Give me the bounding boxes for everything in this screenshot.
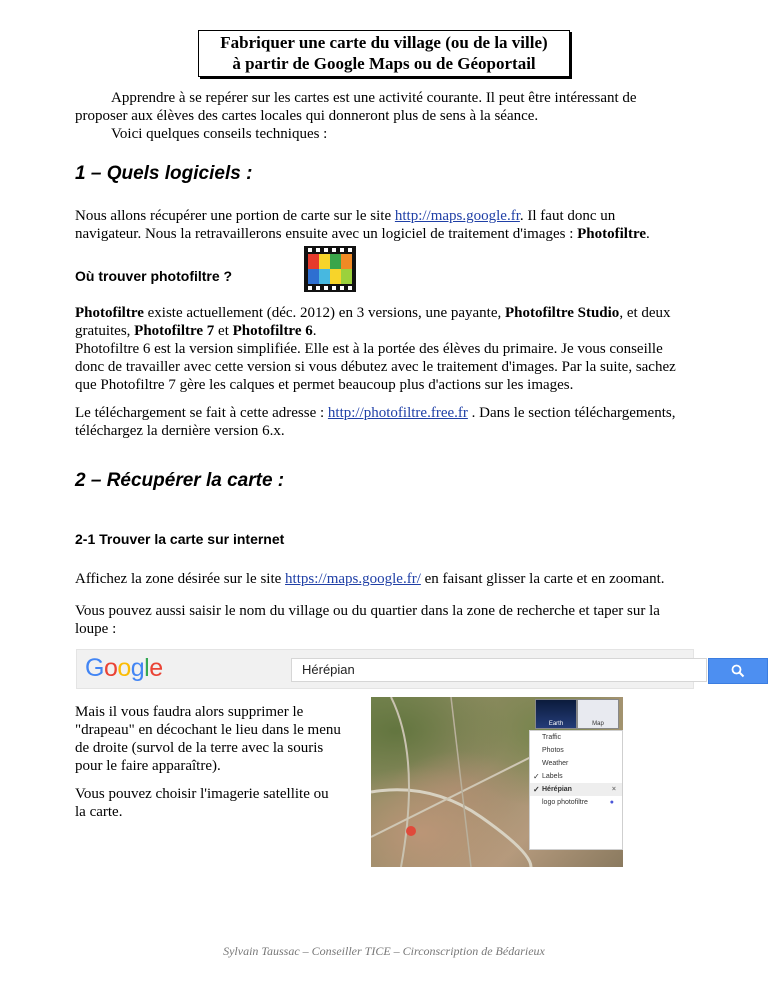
text: , et deux (619, 305, 671, 321)
text: et (214, 323, 233, 339)
satellite-map-screenshot (371, 697, 623, 867)
text: Photofiltre 6 est la version simplifiée. Elle est à la portée des élèves du primaire. Je vous conseille (75, 341, 663, 357)
menu-item-traffic[interactable]: Traffic (542, 734, 562, 741)
search-input[interactable]: Hérépian (291, 658, 707, 682)
google-search-screenshot (76, 649, 694, 689)
text: pour le faire apparaître). (75, 758, 221, 774)
checkmark-icon: ✓ (533, 772, 540, 781)
title-line-2: à partir de Google Maps ou de Géoportail (232, 54, 536, 73)
section-1-paragraph-2 (75, 304, 715, 394)
map-view-button[interactable] (577, 699, 619, 729)
subtitle-2-1: 2-1 Trouver la carte sur internet (75, 531, 285, 547)
map-label: Map (592, 721, 604, 727)
title-line-1: Fabriquer une carte du village (ou de la ville) (220, 33, 548, 52)
google-logo: Google (85, 654, 163, 682)
close-icon[interactable]: × (611, 786, 616, 793)
photofiltre-logo-icon (304, 246, 356, 292)
section-1-paragraph-3 (75, 404, 735, 440)
section-2-paragraph-1 (75, 570, 735, 588)
menu-item-weather[interactable]: Weather (542, 760, 569, 767)
earth-view-button[interactable] (535, 699, 577, 729)
search-button[interactable] (708, 658, 768, 684)
text: loupe : (75, 621, 117, 637)
menu-item-logo-photofiltre[interactable] (530, 796, 622, 809)
text: Le téléchargement se fait à cette adresse : (75, 405, 328, 421)
text: . Il faut donc un (519, 208, 616, 224)
photofiltre-link[interactable]: http://photofiltre.free.fr (327, 405, 468, 421)
label: Hérépian (542, 786, 572, 793)
subtitle-photofiltre: Où trouver photofiltre ? (75, 268, 233, 284)
intro-line-1: Apprendre à se repérer sur les cartes est une activité courante. Il peut être intéressant de (111, 90, 637, 106)
location-marker-icon (406, 826, 416, 836)
page-footer: Sylvain Taussac – Conseiller TICE – Circonscription de Bédarieux (223, 944, 545, 958)
text: Vous pouvez choisir l'imagerie satellite ou (75, 786, 329, 802)
dot-icon: ● (609, 799, 614, 806)
bold: Photofiltre 6 (232, 323, 313, 339)
text: navigateur. Nous la retravaillerons ensuite avec un logiciel de traitement d'images : (75, 226, 578, 242)
text: téléchargez la dernière version 6.x. (75, 423, 285, 439)
section-2-paragraph-4 (75, 785, 365, 821)
text: Nous allons récupérer une portion de carte sur le site (75, 208, 395, 224)
bold: Photofiltre Studio (505, 305, 620, 321)
menu-item-herepian[interactable] (530, 783, 622, 796)
map-layers-menu (529, 730, 623, 850)
search-icon (731, 664, 745, 678)
bold: Photofiltre 7 (134, 323, 215, 339)
text: Vous pouvez aussi saisir le nom du village ou du quartier dans la zone de recherche et taper sur la (75, 603, 660, 619)
checkmark-icon: ✓ (533, 785, 540, 794)
text: Mais il vous faudra alors supprimer le (75, 704, 304, 720)
google-maps-link[interactable]: http://maps.google.fr (394, 208, 520, 224)
earth-label: Earth (548, 721, 564, 727)
section-1-paragraph-1 (75, 207, 715, 243)
intro-line-2: proposer aux élèves des cartes locales qui donneront plus de sens à la séance. (75, 108, 539, 124)
text: que Photofiltre 7 gère les calques et permet beaucoup plus d'actions sur les images. (75, 377, 574, 393)
bold: Photofiltre (75, 305, 144, 321)
text: . Dans le section téléchargements, (467, 405, 676, 421)
menu-item-labels[interactable] (530, 770, 622, 783)
section-2-heading: 2 – Récupérer la carte : (75, 470, 285, 491)
text: "drapeau" en décochant le lieu dans le menu (75, 722, 341, 738)
text: existe actuellement (déc. 2012) en 3 versions, une payante, (143, 305, 505, 321)
intro-line-3: Voici quelques conseils techniques : (111, 126, 328, 142)
menu-item-photos[interactable]: Photos (542, 747, 564, 754)
text: de droite (survol de la terre avec la souris (75, 740, 324, 756)
text: Affichez la zone désirée sur le site (75, 571, 286, 587)
text: . (312, 323, 317, 339)
text: la carte. (75, 804, 123, 820)
label: Labels (542, 773, 563, 780)
section-1-heading: 1 – Quels logiciels : (75, 163, 253, 184)
section-2-paragraph-3 (75, 703, 365, 775)
google-maps-https-link[interactable]: https://maps.google.fr/ (285, 571, 421, 587)
text: gratuites, (75, 323, 135, 339)
text: . (646, 226, 650, 242)
document-title (198, 30, 570, 77)
section-2-paragraph-2 (75, 602, 735, 638)
text: donc de travailler avec cette version si vous débutez avec le traitement d'images. Par la suite, sachez (75, 359, 676, 375)
photofiltre-bold: Photofiltre (577, 226, 646, 242)
label: logo photofiltre (542, 799, 588, 806)
text: en faisant glisser la carte et en zoomant. (420, 571, 665, 587)
